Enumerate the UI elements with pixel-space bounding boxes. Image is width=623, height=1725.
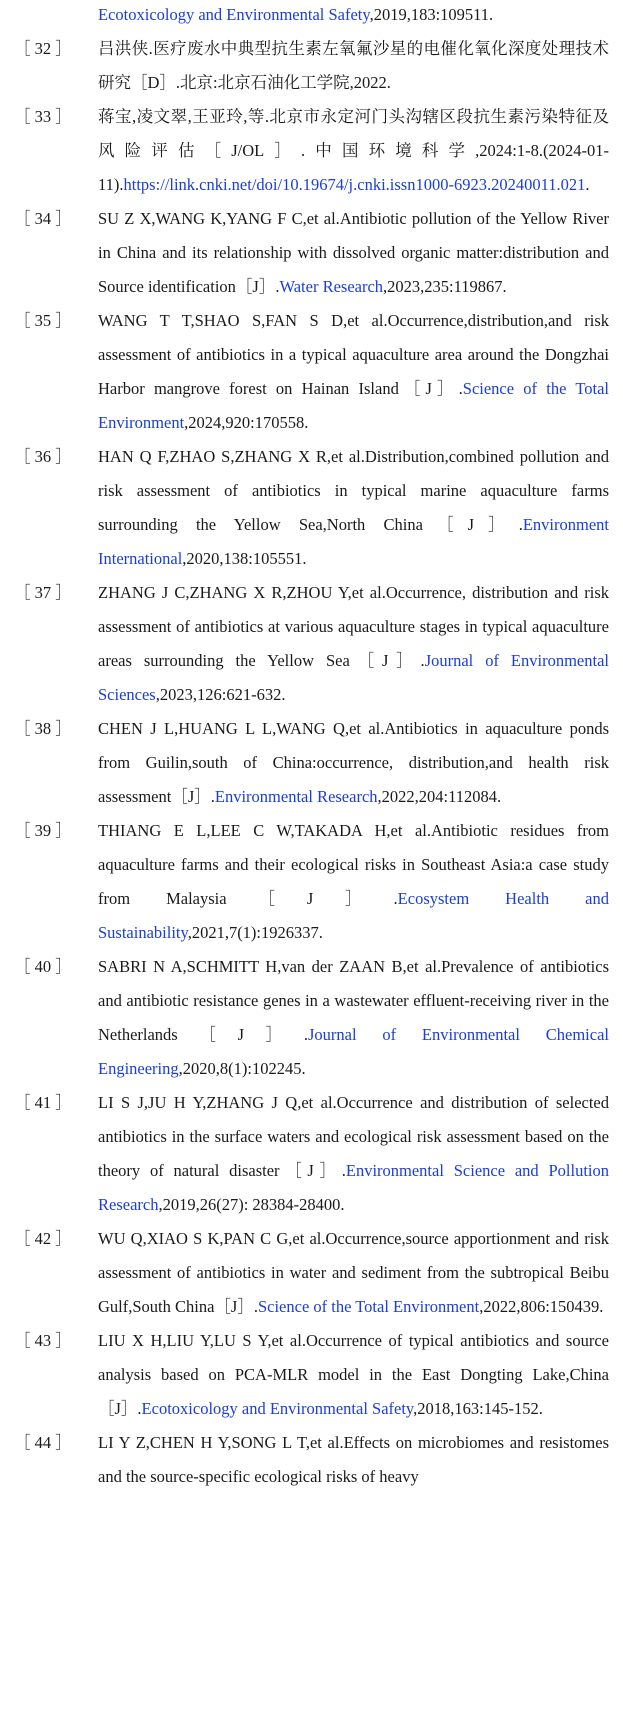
reference-main-text: 蒋宝,凌文翠,王亚玲,等.北京市永定河门头沟辖区段抗生素污染特征及风险评估［J/OL］.中国环境科学,2024:1-8.(2024-01-11). bbox=[98, 107, 609, 194]
reference-text bbox=[98, 32, 609, 100]
reference-journal-link[interactable]: Environmental Science and Pollution Research bbox=[98, 1161, 610, 1214]
reference-journal-link[interactable]: Ecosystem Health and Sustainability bbox=[98, 889, 609, 942]
reference-number: ［ 34 ］ bbox=[14, 209, 72, 228]
reference-details: ,2022,204:112084. bbox=[377, 787, 502, 806]
reference-entry-33 bbox=[14, 100, 609, 202]
reference-entry-40 bbox=[14, 950, 609, 1086]
reference-number: ［ 43 ］ bbox=[14, 1331, 72, 1350]
reference-details: ,2023,126:621-632. bbox=[155, 685, 286, 704]
reference-text bbox=[98, 1222, 609, 1324]
reference-main-text: ZHANG J C,ZHANG X R,ZHOU Y,et al.Occurrence, distribution and risk assessment of antibiotics at various aquaculture stages in typical aquaculture areas surrounding the Yellow Sea［J］. bbox=[98, 583, 609, 670]
reference-main-text: CHEN J L,HUANG L L,WANG Q,et al.Antibiotics in aquaculture ponds from Guilin,south of China:occurrence, distribution,and health risk assessment［J］. bbox=[98, 719, 609, 806]
reference-number: ［ 37 ］ bbox=[14, 583, 72, 602]
reference-details: ,2020,8(1):102245. bbox=[178, 1059, 306, 1078]
reference-entry-38 bbox=[14, 712, 609, 814]
reference-journal-link[interactable]: Science of the Total Environment bbox=[98, 379, 609, 432]
reference-details: ,2021,7(1):1926337. bbox=[187, 923, 323, 942]
reference-text bbox=[98, 576, 609, 712]
reference-number: ［ 36 ］ bbox=[14, 447, 72, 466]
reference-entry-43 bbox=[14, 1324, 609, 1426]
reference-main-text: 吕洪侠.医疗废水中典型抗生素左氧氟沙星的电催化氧化深度处理技术研究［D］.北京:北京石油化工学院,2022. bbox=[98, 39, 609, 92]
reference-journal-link[interactable]: Ecotoxicology and Environmental Safety bbox=[98, 5, 370, 24]
reference-main-text: LI Y Z,CHEN H Y,SONG L T,et al.Effects on microbiomes and resistomes and the source-specific ecological risks of heavy bbox=[98, 1433, 609, 1486]
reference-journal-link[interactable]: Ecotoxicology and Environmental Safety bbox=[141, 1399, 414, 1418]
reference-journal-link[interactable]: Environment International bbox=[98, 515, 609, 568]
reference-number: ［ 44 ］ bbox=[14, 1433, 72, 1452]
reference-text bbox=[98, 814, 609, 950]
reference-number: ［ 40 ］ bbox=[14, 957, 72, 976]
reference-entry-continued bbox=[14, 0, 609, 32]
reference-journal-link[interactable]: Journal of Environmental Sciences bbox=[98, 651, 609, 704]
reference-journal-link[interactable]: Science of the Total Environment bbox=[257, 1297, 480, 1316]
reference-entry-41 bbox=[14, 1086, 609, 1222]
reference-journal-link[interactable]: Water Research bbox=[279, 277, 384, 296]
reference-main-text: HAN Q F,ZHAO S,ZHANG X R,et al.Distribution,combined pollution and risk assessment of antibiotics in typical marine aquaculture farms surrounding the Yellow Sea,North China［J］. bbox=[98, 447, 609, 534]
reference-list bbox=[14, 0, 609, 1494]
reference-text bbox=[98, 202, 609, 304]
reference-journal-link[interactable]: Environmental Research bbox=[214, 787, 378, 806]
reference-number: ［ 38 ］ bbox=[14, 719, 72, 738]
reference-number: ［ 42 ］ bbox=[14, 1229, 72, 1248]
reference-text bbox=[98, 1324, 609, 1426]
reference-text bbox=[98, 1086, 609, 1222]
reference-entry-35 bbox=[14, 304, 609, 440]
reference-journal-link[interactable]: Journal of Environmental Chemical Engineering bbox=[98, 1025, 609, 1078]
reference-entry-37 bbox=[14, 576, 609, 712]
reference-text bbox=[98, 304, 609, 440]
reference-details: ,2023,235:119867. bbox=[383, 277, 507, 296]
reference-entry-42 bbox=[14, 1222, 609, 1324]
reference-number: ［ 32 ］ bbox=[14, 39, 72, 58]
reference-number: ［ 33 ］ bbox=[14, 107, 72, 126]
reference-text bbox=[98, 440, 609, 576]
reference-main-text: THIANG E L,LEE C W,TAKADA H,et al.Antibiotic residues from aquaculture farms and their ecological risks in Southeast Asia:a case study from Malaysia［J］. bbox=[98, 821, 609, 908]
reference-main-text: LIU X H,LIU Y,LU S Y,et al.Occurrence of typical antibiotics and source analysis based on PCA-MLR model in the East Dongting Lake,China［J］. bbox=[98, 1331, 609, 1418]
reference-text bbox=[98, 712, 609, 814]
reference-text bbox=[98, 1426, 609, 1494]
reference-number: ［ 41 ］ bbox=[14, 1093, 72, 1112]
reference-main-text: SABRI N A,SCHMITT H,van der ZAAN B,et al.Prevalence of antibiotics and antibiotic resistance genes in a wastewater effluent-receiving river in the Netherlands［J］. bbox=[98, 957, 609, 1044]
reference-entry-44 bbox=[14, 1426, 609, 1494]
reference-text bbox=[98, 950, 609, 1086]
reference-entry-32 bbox=[14, 32, 609, 100]
reference-entry-39 bbox=[14, 814, 609, 950]
reference-number: ［ 39 ］ bbox=[14, 821, 72, 840]
reference-entry-34 bbox=[14, 202, 609, 304]
reference-doi-link[interactable]: https://link.cnki.net/doi/10.19674/j.cnki.issn1000-6923.20240011.021 bbox=[123, 175, 586, 194]
reference-main-text: LI S J,JU H Y,ZHANG J Q,et al.Occurrence and distribution of selected antibiotics in the surface waters and ecological risk assessment based on the theory of natural disaster［J］. bbox=[98, 1093, 609, 1180]
reference-main-text: WU Q,XIAO S K,PAN C G,et al.Occurrence,source apportionment and risk assessment of antibiotics in water and sediment from the subtropical Beibu Gulf,South China［J］. bbox=[98, 1229, 609, 1316]
reference-details: . bbox=[585, 175, 590, 194]
reference-details: ,2020,138:105551. bbox=[182, 549, 307, 568]
reference-details: ,2024,920:170558. bbox=[184, 413, 309, 432]
reference-main-text: SU Z X,WANG K,YANG F C,et al.Antibiotic pollution of the Yellow River in China and its relationship with dissolved organic matter:distribution and Source identification［J］. bbox=[98, 209, 609, 296]
reference-entry-36 bbox=[14, 440, 609, 576]
reference-details: ,2022,806:150439. bbox=[479, 1297, 604, 1316]
reference-details: ,2019,183:109511. bbox=[369, 5, 494, 24]
reference-main-text: WANG T T,SHAO S,FAN S D,et al.Occurrence,distribution,and risk assessment of antibiotics in a typical aquaculture area around the Dongzhai Harbor mangrove forest on Hainan Island［J］. bbox=[98, 311, 609, 398]
reference-text bbox=[98, 100, 609, 202]
reference-details: ,2018,163:145-152. bbox=[413, 1399, 543, 1418]
reference-text bbox=[98, 0, 609, 32]
reference-number: ［ 35 ］ bbox=[14, 311, 72, 330]
reference-details: ,2019,26(27): 28384-28400. bbox=[158, 1195, 345, 1214]
